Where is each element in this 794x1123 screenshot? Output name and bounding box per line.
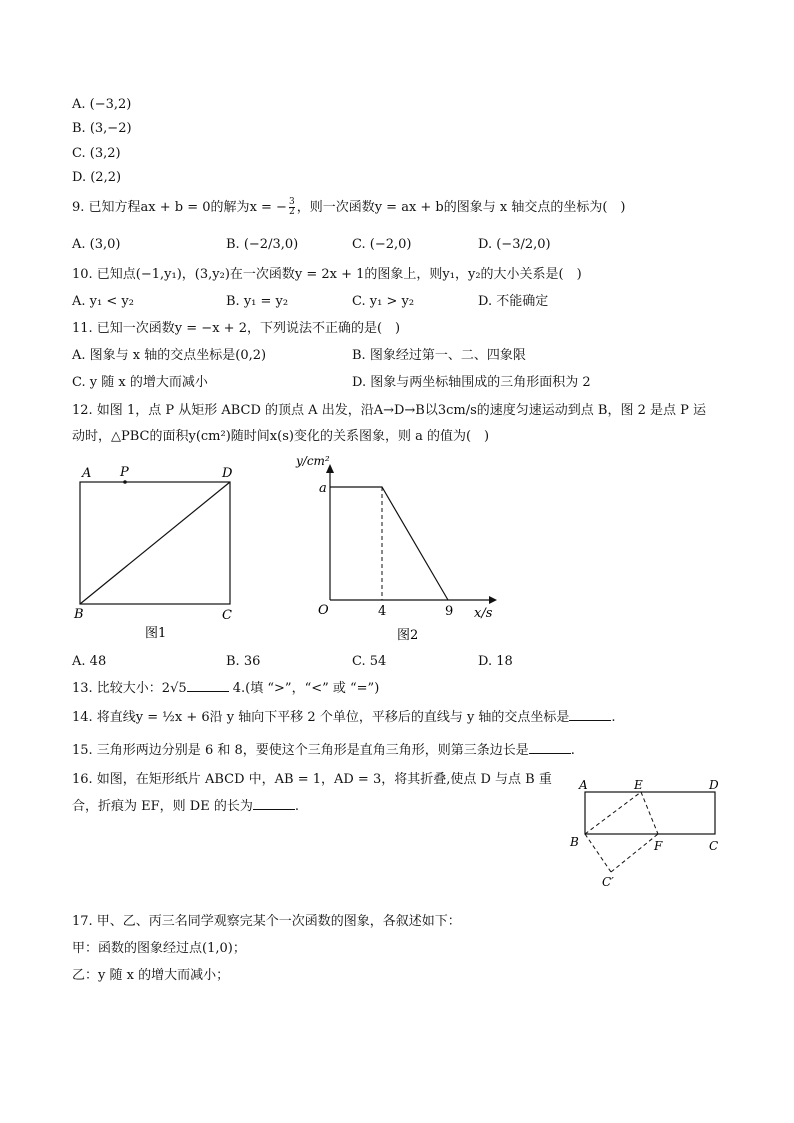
- q14: 14. 将直线y = ½x + 6沿 y 轴向下平移 2 个单位，平移后的直线与 y 轴的交点坐标是 .: [72, 710, 616, 725]
- q17-yi: 乙：y 随 x 的增大而减小；: [72, 968, 230, 983]
- q12-option-b: B. 36: [226, 654, 261, 669]
- q10-stem: 10. 已知点(−1,y₁)，(3,y₂)在一次函数y = 2x + 1的图象上，则y₁，y₂的大小关系是( ): [72, 267, 582, 282]
- q9-option-c: C. (−2,0): [352, 237, 412, 252]
- q8-option-b: B. (3,−2): [72, 121, 132, 136]
- q11-option-d: D. 图象与两坐标轴围成的三角形面积为 2: [352, 375, 591, 390]
- q16-line1: 16. 如图，在矩形纸片 ABCD 中，AB = 1，AD = 3，将其折叠,使点 D 与点 B 重: [72, 772, 552, 787]
- label-d: D: [222, 466, 233, 481]
- label-a-value: a: [319, 481, 327, 496]
- label-b: B: [74, 607, 84, 622]
- label-c: C: [709, 839, 719, 853]
- label-e: E: [634, 778, 643, 792]
- q10-option-a: A. y₁ < y₂: [72, 294, 134, 309]
- label-c-prime: C′: [602, 875, 614, 889]
- line-c-prime-f: [611, 834, 658, 872]
- caption-fig1: 图1: [145, 626, 167, 641]
- q8-option-a: A. (−3,2): [72, 97, 132, 112]
- q12-figure1: [60, 458, 250, 648]
- q12-option-c: C. 54: [352, 654, 387, 669]
- q11-stem: 11. 已知一次函数y = −x + 2，下列说法不正确的是( ): [72, 321, 401, 336]
- q11-option-c: C. y 随 x 的增大而减小: [72, 375, 208, 390]
- q16-answer-blank[interactable]: [253, 797, 295, 810]
- q13-answer-blank[interactable]: [187, 679, 229, 692]
- q10-option-d: D. 不能确定: [478, 294, 549, 309]
- q16-figure: [568, 774, 728, 892]
- q12-option-a: A. 48: [72, 654, 107, 669]
- tick-label-4: 4: [378, 604, 387, 619]
- q11-option-b: B. 图象经过第一、二、四象限: [352, 348, 526, 363]
- label-p: P: [120, 465, 129, 480]
- q15-answer-blank[interactable]: [529, 741, 571, 754]
- q10-option-c: C. y₁ > y₂: [352, 294, 415, 309]
- label-f: F: [654, 839, 663, 853]
- q12-figure2: [290, 455, 510, 645]
- q9-option-d: D. (−3/2,0): [478, 237, 551, 252]
- x-axis-label: x/s: [474, 606, 493, 621]
- line-be: [585, 792, 641, 834]
- label-a: A: [82, 466, 92, 481]
- q12-stem-line1: 12. 如图 1，点 P 从矩形 ABCD 的顶点 A 出发，沿A→D→B以3cm/s的速度匀速运动到点 B，图 2 是点 P 运: [72, 403, 707, 418]
- fold-line-ef: [641, 792, 658, 834]
- q17-stem: 17. 甲、乙、丙三名同学观察完某个一次函数的图象，各叙述如下：: [72, 914, 461, 929]
- label-origin: O: [318, 603, 329, 618]
- q9-option-a: A. (3,0): [72, 237, 121, 252]
- q12-stem-line2: 动时，△PBC的面积y(cm²)随时间x(s)变化的关系图象，则 a 的值为( ): [72, 429, 490, 444]
- caption-fig2: 图2: [397, 628, 419, 643]
- q10-option-b: B. y₁ = y₂: [226, 294, 289, 309]
- q9-option-b: B. (−2/3,0): [226, 237, 299, 252]
- x-axis-arrow: [489, 596, 497, 604]
- q12-option-d: D. 18: [478, 654, 513, 669]
- label-b: B: [570, 835, 579, 849]
- q14-answer-blank[interactable]: [569, 708, 611, 721]
- q13: 13. 比较大小：2√5 4.(填 “>”，“<” 或 “=”): [72, 681, 380, 696]
- diagonal-bd: [80, 482, 230, 604]
- line-bc-prime: [585, 834, 611, 872]
- label-a: A: [579, 778, 588, 792]
- q16-line2: 合，折痕为 EF，则 DE 的长为 .: [72, 799, 299, 814]
- label-c: C: [222, 608, 232, 623]
- point-p: [123, 480, 127, 484]
- q15: 15. 三角形两边分别是 6 和 8，要使这个三角形是直角三角形，则第三条边长是 .: [72, 743, 575, 758]
- q17-jia: 甲：函数的图象经过点(1,0)；: [72, 941, 246, 956]
- q8-option-c: C. (3,2): [72, 146, 121, 161]
- q8-option-d: D. (2,2): [72, 170, 122, 185]
- q11-option-a: A. 图象与 x 轴的交点坐标是(0,2): [72, 348, 267, 363]
- q9-stem: 9. 已知方程ax + b = 0的解为x = − $\frac{3}{2}$ ，则一次函数y = ax + b的图象与 x 轴交点的坐标为( ): [72, 197, 626, 217]
- label-d: D: [709, 778, 719, 792]
- area-graph-line: [330, 487, 448, 600]
- tick-label-9: 9: [445, 604, 454, 619]
- y-axis-label: y/cm²: [296, 455, 330, 468]
